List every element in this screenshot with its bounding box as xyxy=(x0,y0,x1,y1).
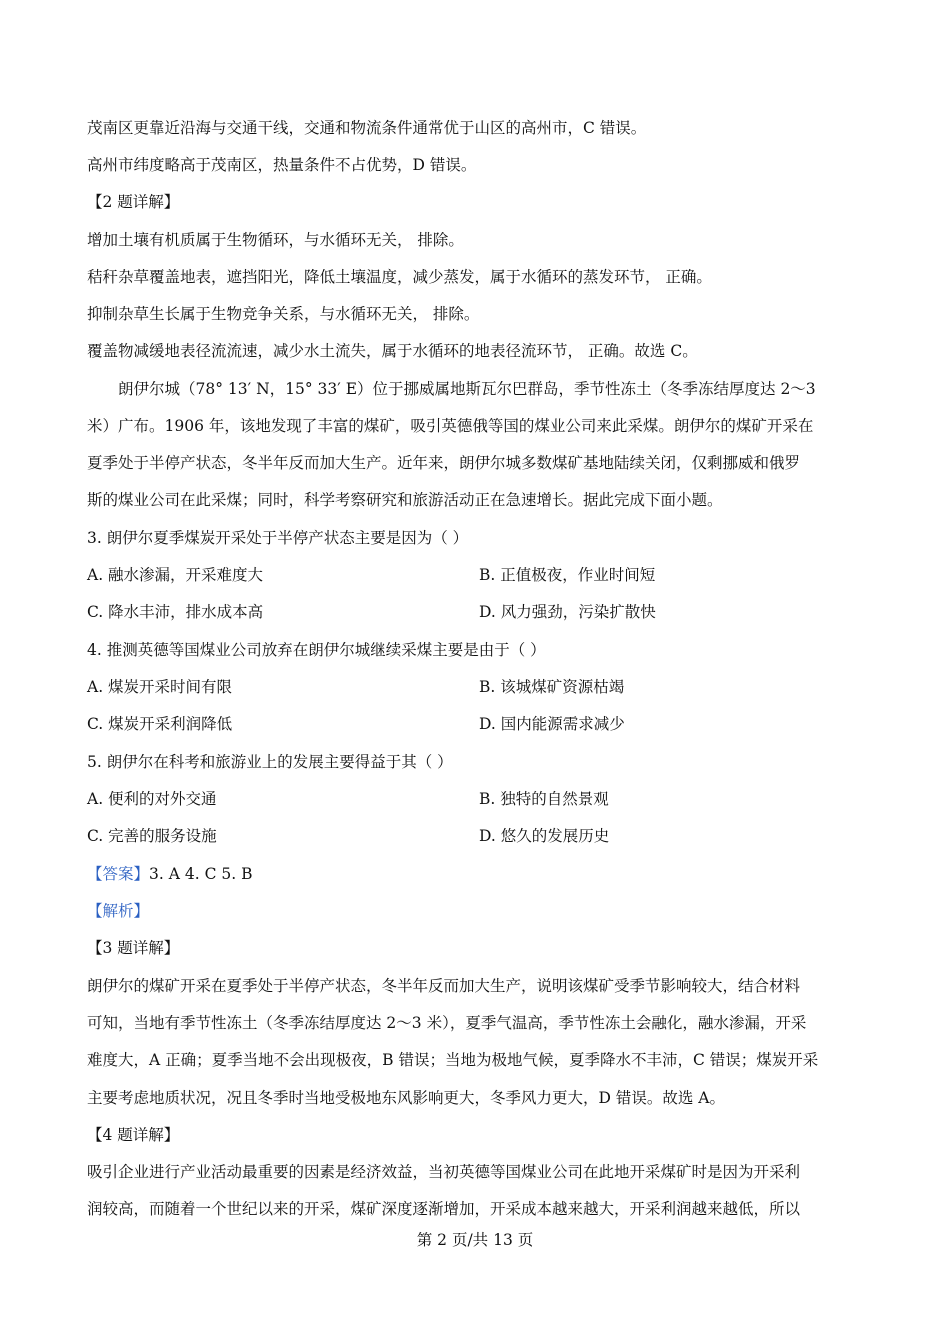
question-5-option-c: C. 完善的服务设施 xyxy=(87,827,217,845)
question-4-option-b: B. 该城煤矿资源枯竭 xyxy=(479,678,625,696)
paragraph-line: 主要考虑地质状况，况且冬季时当地受极地东风影响更大，冬季风力更大，D 错误。故选 A。 xyxy=(87,1089,725,1107)
question-3-option-a: A. 融水渗漏，开采难度大 xyxy=(87,566,264,584)
question-3-option-d: D. 风力强劲，污染扩散快 xyxy=(479,603,656,621)
paragraph-line: 抑制杂草生长属于生物竞争关系，与水循环无关， 排除。 xyxy=(87,305,480,323)
page-footer: 第 2 页/共 13 页 xyxy=(416,1231,534,1249)
question-5-option-a: A. 便利的对外交通 xyxy=(87,790,217,808)
question-5-option-d: D. 悠久的发展历史 xyxy=(479,827,610,845)
paragraph-line: 高州市纬度略高于茂南区，热量条件不占优势，D 错误。 xyxy=(87,156,477,174)
material-paragraph-line: 夏季处于半停产状态，冬半年反而加大生产。近年来，朗伊尔城多数煤矿基地陆续关闭，仅剩挪威和俄罗 xyxy=(87,454,801,472)
section-heading: 【2 题详解】 xyxy=(87,193,180,211)
analysis-label: 【解析】 xyxy=(87,902,150,920)
answer-label: 【答案】 xyxy=(87,865,150,883)
question-5-option-b: B. 独特的自然景观 xyxy=(479,790,609,808)
question-3-stem: 3. 朗伊尔夏季煤炭开采处于半停产状态主要是因为（ ） xyxy=(87,529,469,547)
question-4-option-d: D. 国内能源需求减少 xyxy=(479,715,625,733)
question-3-option-b: B. 正值极夜，作业时间短 xyxy=(479,566,656,584)
paragraph-line: 覆盖物减缓地表径流流速，减少水土流失，属于水循环的地表径流环节， 正确。故选 C。 xyxy=(87,342,698,360)
material-paragraph-line: 朗伊尔城（78° 13′ N，15° 33′ E）位于挪威属地斯瓦尔巴群岛，季节性冻土（冬季冻结厚度达 2～3 xyxy=(118,380,816,398)
paragraph-line: 吸引企业进行产业活动最重要的因素是经济效益，当初英德等国煤业公司在此地开采煤矿时是因为开采利 xyxy=(87,1163,801,1181)
paragraph-line: 可知，当地有季节性冻土（冬季冻结厚度达 2～3 米），夏季气温高，季节性冻土会融化，融水渗漏，开采 xyxy=(87,1014,807,1032)
question-4-option-c: C. 煤炭开采利润降低 xyxy=(87,715,233,733)
paragraph-line: 茂南区更靠近沿海与交通干线，交通和物流条件通常优于山区的高州市，C 错误。 xyxy=(87,119,647,137)
section-heading: 【3 题详解】 xyxy=(87,939,180,957)
question-4-option-a: A. 煤炭开采时间有限 xyxy=(87,678,233,696)
paragraph-line: 难度大，A 正确；夏季当地不会出现极夜，B 错误；当地为极地气候，夏季降水不丰沛，C 错误；煤炭开采 xyxy=(87,1051,819,1069)
answer-line xyxy=(87,864,252,884)
paragraph-line: 秸秆杂草覆盖地表，遮挡阳光，降低土壤温度，减少蒸发，属于水循环的蒸发环节， 正确。 xyxy=(87,268,712,286)
question-4-stem: 4. 推测英德等国煤业公司放弃在朗伊尔城继续采煤主要是由于（ ） xyxy=(87,641,546,659)
paragraph-line: 增加土壤有机质属于生物循环，与水循环无关， 排除。 xyxy=(87,231,464,249)
material-paragraph-line: 米）广布。1906 年，该地发现了丰富的煤矿，吸引英德俄等国的煤业公司来此采煤。朗伊尔的煤矿开采在 xyxy=(87,417,814,435)
answer-values: 3. A 4. C 5. B xyxy=(149,865,253,883)
question-5-stem: 5. 朗伊尔在科考和旅游业上的发展主要得益于其（ ） xyxy=(87,753,453,771)
paragraph-line: 润较高，而随着一个世纪以来的开采，煤矿深度逐渐增加，开采成本越来越大，开采利润越来越低，所以 xyxy=(87,1200,801,1218)
question-3-option-c: C. 降水丰沛，排水成本高 xyxy=(87,603,264,621)
paragraph-line: 朗伊尔的煤矿开采在夏季处于半停产状态，冬半年反而加大生产，说明该煤矿受季节影响较大，结合材料 xyxy=(87,977,801,995)
section-heading: 【4 题详解】 xyxy=(87,1126,180,1144)
material-paragraph-line: 斯的煤业公司在此采煤；同时，科学考察研究和旅游活动正在急速增长。据此完成下面小题。 xyxy=(87,491,723,509)
